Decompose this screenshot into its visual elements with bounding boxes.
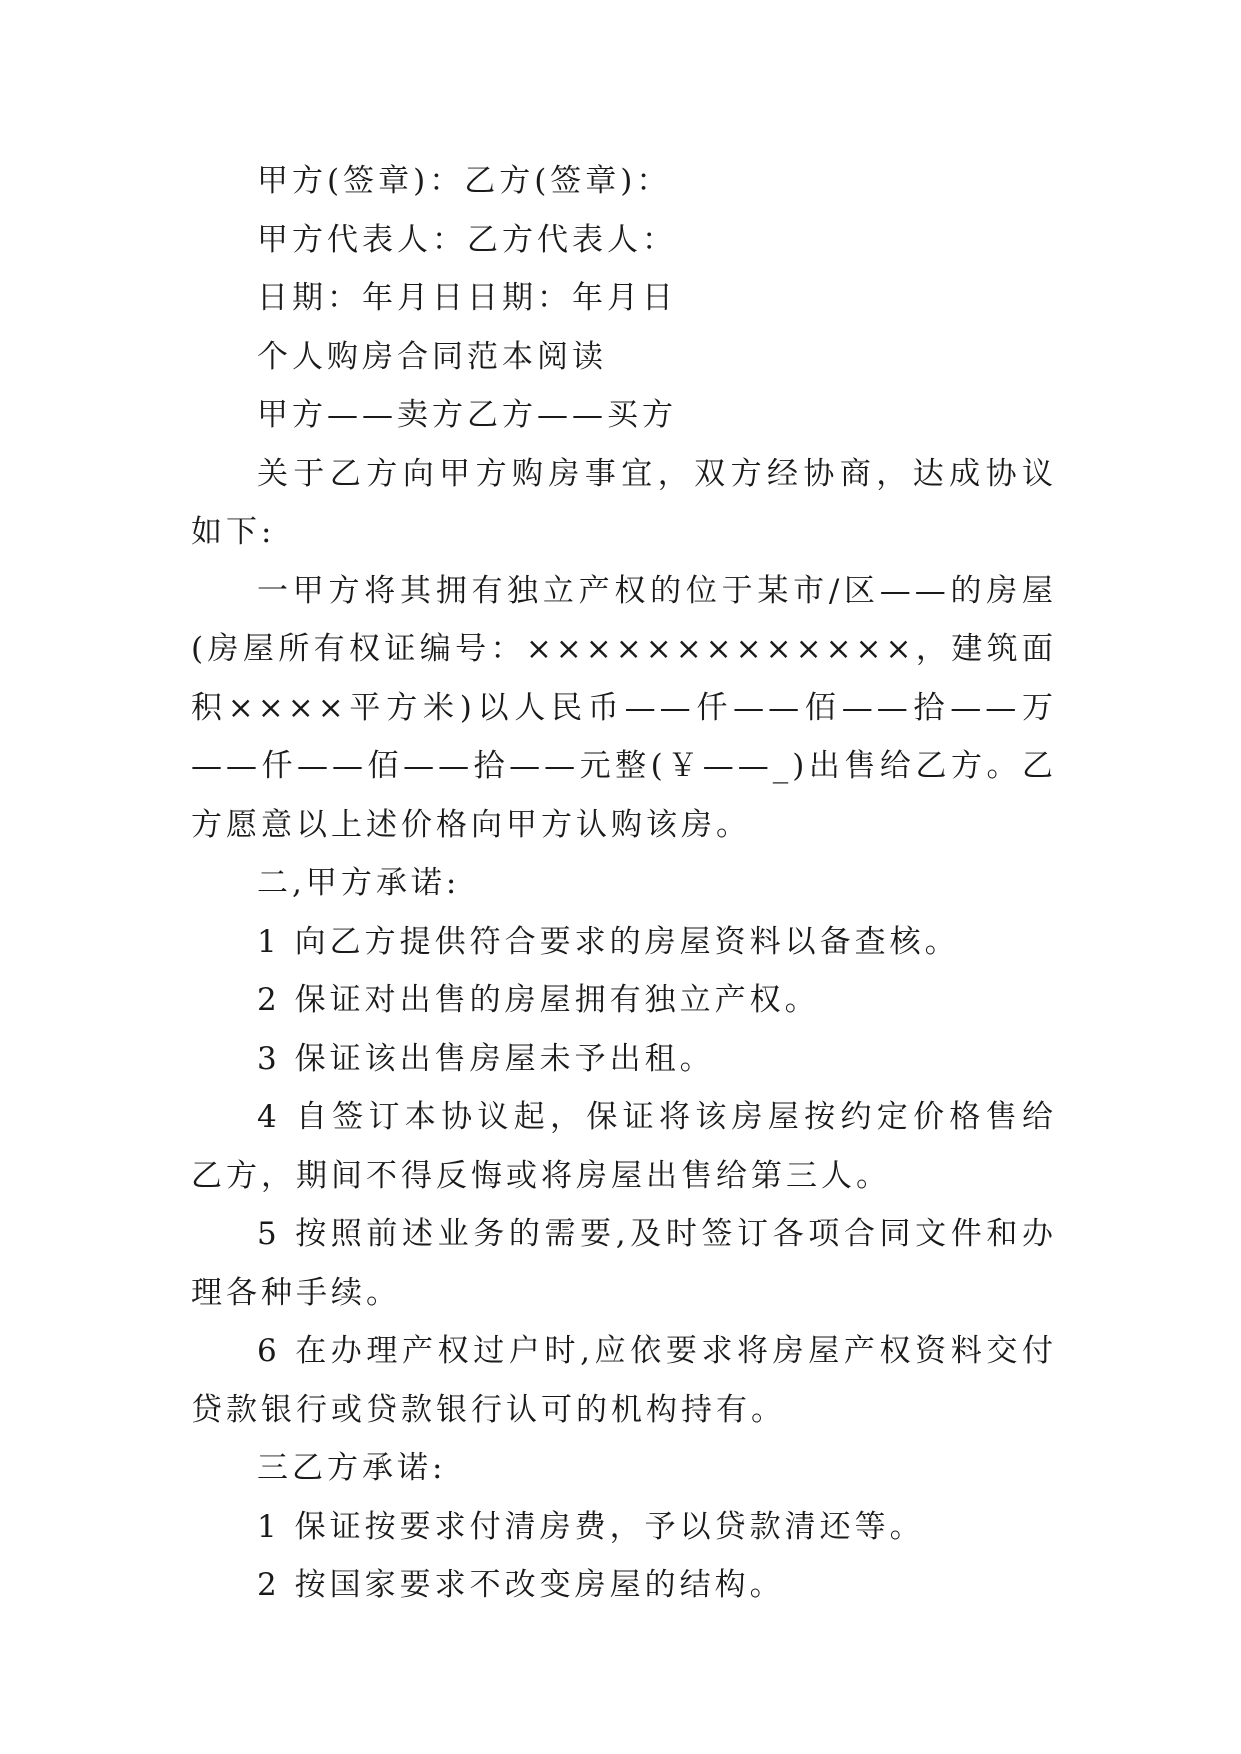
signature-line-date: 日期：年月日日期：年月日 xyxy=(257,280,677,316)
preamble: 关于乙方向甲方购房事宜，双方经协商，达成协议如下: xyxy=(191,455,1057,550)
clause-three-heading: 三乙方承诺: xyxy=(257,1450,447,1486)
contract-title: 个人购房合同范本阅读 xyxy=(257,338,607,375)
document-body xyxy=(191,152,1057,1615)
signature-line-party: 甲方(签章)：乙方(签章)： xyxy=(257,163,672,199)
clause-two-item-2: 2 保证对出售的房屋拥有独立产权。 xyxy=(257,982,820,1018)
clause-one: 一甲方将其拥有独立产权的位于某市/区——的房屋(房屋所有权证编号：×××××××××××××，建筑面积××××平方米)以人民币——仟——佰——拾——万——仟——佰——拾——元整(￥——_)出售给乙方。乙方愿意以上述价格向甲方认购该房。 xyxy=(191,572,1057,843)
clause-three-item-2: 2 按国家要求不改变房屋的结构。 xyxy=(257,1567,785,1603)
clause-two-item-4: 4 自签订本协议起，保证将该房屋按约定价格售给乙方，期间不得反悔或将房屋出售给第三人。 xyxy=(191,1099,1057,1194)
clause-three-item-1: 1 保证按要求付清房费，予以贷款清还等。 xyxy=(257,1508,925,1545)
clause-two-item-3: 3 保证该出售房屋未予出租。 xyxy=(257,1040,715,1077)
clause-two-item-6: 6 在办理产权过户时,应依要求将房屋产权资料交付贷款银行或贷款银行认可的机构持有。 xyxy=(191,1333,1057,1428)
clause-two-item-5: 5 按照前述业务的需要,及时签订各项合同文件和办理各种手续。 xyxy=(191,1216,1057,1311)
clause-two-heading: 二,甲方承诺: xyxy=(257,865,461,901)
signature-line-representative: 甲方代表人：乙方代表人： xyxy=(257,221,677,258)
parties-line: 甲方——卖方乙方——买方 xyxy=(257,397,677,433)
clause-two-item-1: 1 向乙方提供符合要求的房屋资料以备查核。 xyxy=(257,923,960,960)
